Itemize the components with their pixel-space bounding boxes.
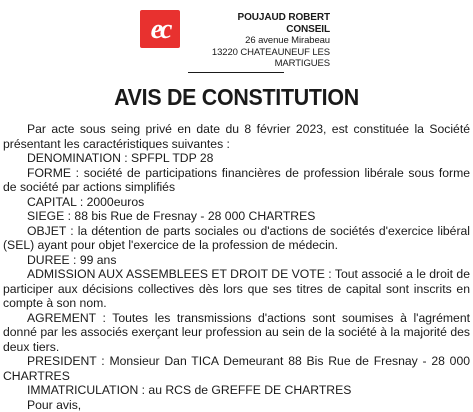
company-block: [172, 12, 330, 70]
duree-line: DUREE : 99 ans: [3, 253, 470, 268]
agrement-paragraph: AGREMENT : Toutes les transmissions d'actions sont soumises à l'agrément donné par les associés exerçant leur profession au sein de la société à la majorité des deux tiers.: [3, 311, 470, 355]
company-name-2: CONSEIL: [172, 24, 330, 36]
siege-line: SIEGE : 88 bis Rue de Fresnay - 28 000 CHARTRES: [3, 209, 470, 224]
forme-paragraph: FORME : société de participations financières de profession libérale sous forme de société par actions simplifiés: [3, 166, 470, 195]
notice-title: AVIS DE CONSTITUTION: [17, 84, 457, 110]
capital-line: CAPITAL : 2000euros: [3, 195, 470, 210]
intro-paragraph: Par acte sous seing privé en date du 8 février 2023, est constituée la Société présentant les caractéristiques suivantes :: [3, 122, 470, 151]
header: [0, 8, 473, 68]
immatriculation-line: IMMATRICULATION : au RCS de GREFFE DE CHARTRES: [3, 383, 470, 398]
header-divider: [188, 72, 284, 73]
notice-body: [3, 122, 470, 412]
denomination-line: DENOMINATION : SPFPL TDP 28: [3, 151, 470, 166]
logo-mark: ec: [151, 14, 173, 45]
company-name: POUJAUD ROBERT: [172, 12, 330, 24]
company-address-city: 13220 CHATEAUNEUF LES MARTIGUES: [172, 47, 330, 70]
admission-paragraph: ADMISSION AUX ASSEMBLEES ET DROIT DE VOTE : Tout associé a le droit de participer aux décisions collectives dès lors que ses titres de capital sont inscrits en compte à son nom.: [3, 267, 470, 311]
objet-paragraph: OBJET : la détention de parts sociales ou d'actions de sociétés d'exercice libéral (SEL) ayant pour objet l'exercice de la profession de médecin.: [3, 224, 470, 253]
president-paragraph: PRESIDENT : Monsieur Dan TICA Demeurant 88 Bis Rue de Fresnay - 28 000 CHARTRES: [3, 354, 470, 383]
closing-line: Pour avis,: [3, 398, 470, 412]
company-address-street: 26 avenue Mirabeau: [172, 35, 330, 47]
